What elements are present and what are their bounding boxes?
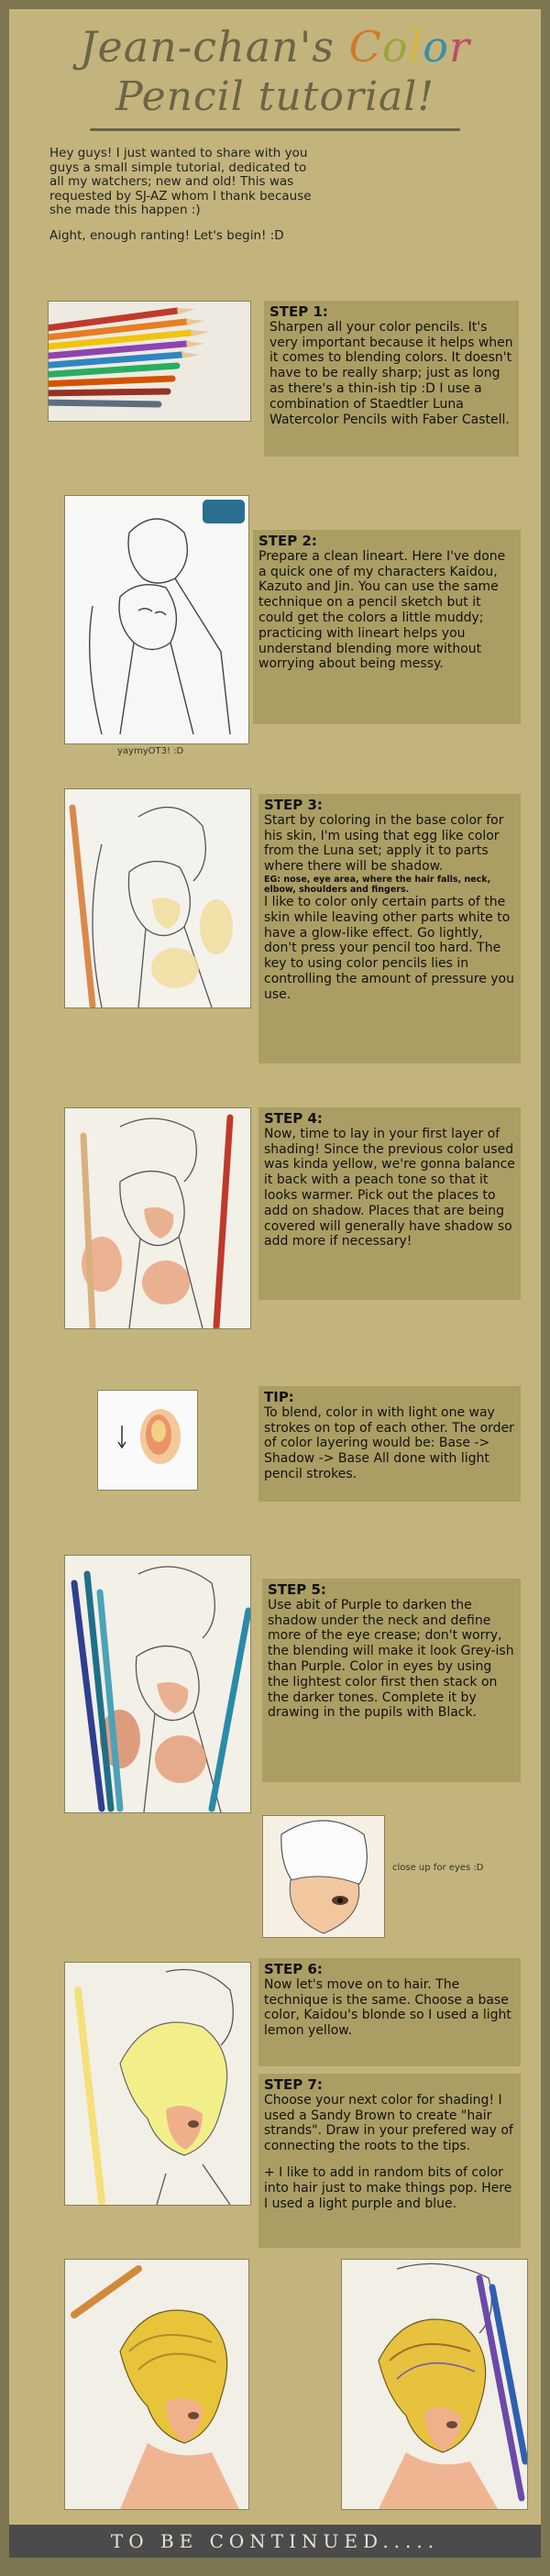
- step-body-2: + I like to add in random bits of color into hair just to make things pop. Here I used a light purple and blue.: [264, 2164, 512, 2211]
- step-2-text: [253, 530, 521, 724]
- step-6-text: [258, 1958, 521, 2066]
- step-3-text: [258, 794, 521, 1063]
- spacer: [264, 2154, 515, 2165]
- step-body: Choose your next color for shading! I used a Sandy Brown to create "hair strands". Draw in your prefered way of connecting the roots to the tips.: [264, 2092, 513, 2154]
- intro-paragraph: Aight, enough ranting! Let's begin! :D: [50, 227, 284, 243]
- step-heading: STEP 1:: [270, 303, 328, 320]
- title-color-letter: o: [423, 22, 449, 72]
- step-1-text: [264, 301, 519, 457]
- step-heading: STEP 7:: [264, 2076, 323, 2093]
- skin-base-photo: [64, 788, 251, 1008]
- tip-body: To blend, color in with light one way strokes on top of each other. The order of color layering would be: Base -> Shadow -> Base All done with light pencil strokes.: [264, 1404, 514, 1481]
- step-2-caption: yaymyOT3! :D: [117, 746, 184, 756]
- intro-paragraph: Hey guys! I just wanted to share with you guys a small simple tutorial, dedicated to all my watchers; new and old! This was requested by SJ-AZ whom I thank because she made this happen :): [50, 146, 312, 217]
- step-body: Sharpen all your color pencils. It's very important because it helps when it comes to blending colors. It doesn't have to be really sharp; just as long as there's a thin-ish tip :D I use a combination of Staedtler Luna Watercolor Pencils with Faber Castell.: [270, 319, 513, 427]
- step-body: Start by coloring in the base color for his skin, I'm using that egg like color from the Luna set; apply it to parts where there will be shadow.: [264, 812, 504, 875]
- step-heading: STEP 6:: [264, 1961, 323, 1977]
- purple-shading-photo: [64, 1555, 251, 1813]
- step-body-2: I like to color only certain parts of the skin while leaving other parts white to have a glow-like effect. Go lightly, don't press your pencil too hard. The key to using color pencils lies in controlling the amount of pressure you use.: [264, 894, 514, 1002]
- lineart-photo: [64, 495, 249, 744]
- step-heading: STEP 2:: [258, 533, 317, 549]
- title-color-letter: l: [408, 22, 424, 72]
- footer-text: TO BE CONTINUED.....: [110, 2530, 440, 2552]
- blending-swatch-photo: [97, 1390, 198, 1491]
- step-heading: STEP 5:: [268, 1581, 326, 1598]
- step-note: EG: nose, eye area, where the hair falls, neck, elbow, shoulders and fingers.: [264, 874, 491, 895]
- hair-base-photo: [64, 1962, 251, 2206]
- step-body: Prepare a clean lineart. Here I've done a quick one of my characters Kaidou, Kazuto and Jin. You can use the same technique on a pencil sketch but it could get the colors a little muddy; practicing with lineart helps you understand blending more without worrying about being messy.: [258, 548, 506, 672]
- peach-shading-photo: [64, 1107, 251, 1329]
- page-title-line1: [9, 22, 541, 72]
- step-body: Now, time to lay in your first layer of shading! Since the previous color used was kinda yellow, we're gonna balance it back with a peach tone so that it looks warmer. Pick out the places to add on shadow. Places that are being covered will generally have shadow so add more if necessary!: [264, 1126, 515, 1249]
- title-color-letter: o: [381, 22, 409, 72]
- title-color-letter: r: [448, 22, 470, 72]
- step-5-text: [262, 1579, 521, 1782]
- page-title-line2: Pencil tutorial!: [115, 73, 435, 120]
- eyes-closeup-caption: close up for eyes :D: [392, 1863, 484, 1873]
- title-underline: [90, 128, 460, 131]
- step-7-text: [258, 2074, 521, 2248]
- step-heading: STEP 3:: [264, 797, 323, 813]
- pencils-photo: [48, 301, 251, 422]
- title-color-letter: C: [348, 22, 382, 72]
- tutorial-page: [9, 9, 541, 2558]
- hair-shading-photo-right: [341, 2259, 528, 2510]
- footer-bar: [9, 2525, 541, 2558]
- tip-text: [258, 1386, 521, 1502]
- intro-text: [50, 147, 324, 254]
- hair-shading-photo-left: [64, 2259, 249, 2510]
- title-prefix: Jean-chan's: [80, 22, 349, 72]
- eyes-closeup-photo: [262, 1815, 385, 1938]
- step-heading: STEP 4:: [264, 1110, 323, 1127]
- step-body: Use abit of Purple to darken the shadow under the neck and define more of the eye crease; don't worry, the blending will make it look Grey-ish than Purple. Color in eyes by using the lightest color first then stack on the darker tones. Complete it by drawing in the pupils with Black.: [268, 1597, 514, 1721]
- step-4-text: [258, 1107, 521, 1300]
- tip-heading: TIP:: [264, 1389, 294, 1405]
- step-body: Now let's move on to hair. The technique is the same. Choose a base color, Kaidou's blonde so I used a light lemon yellow.: [264, 1976, 512, 2039]
